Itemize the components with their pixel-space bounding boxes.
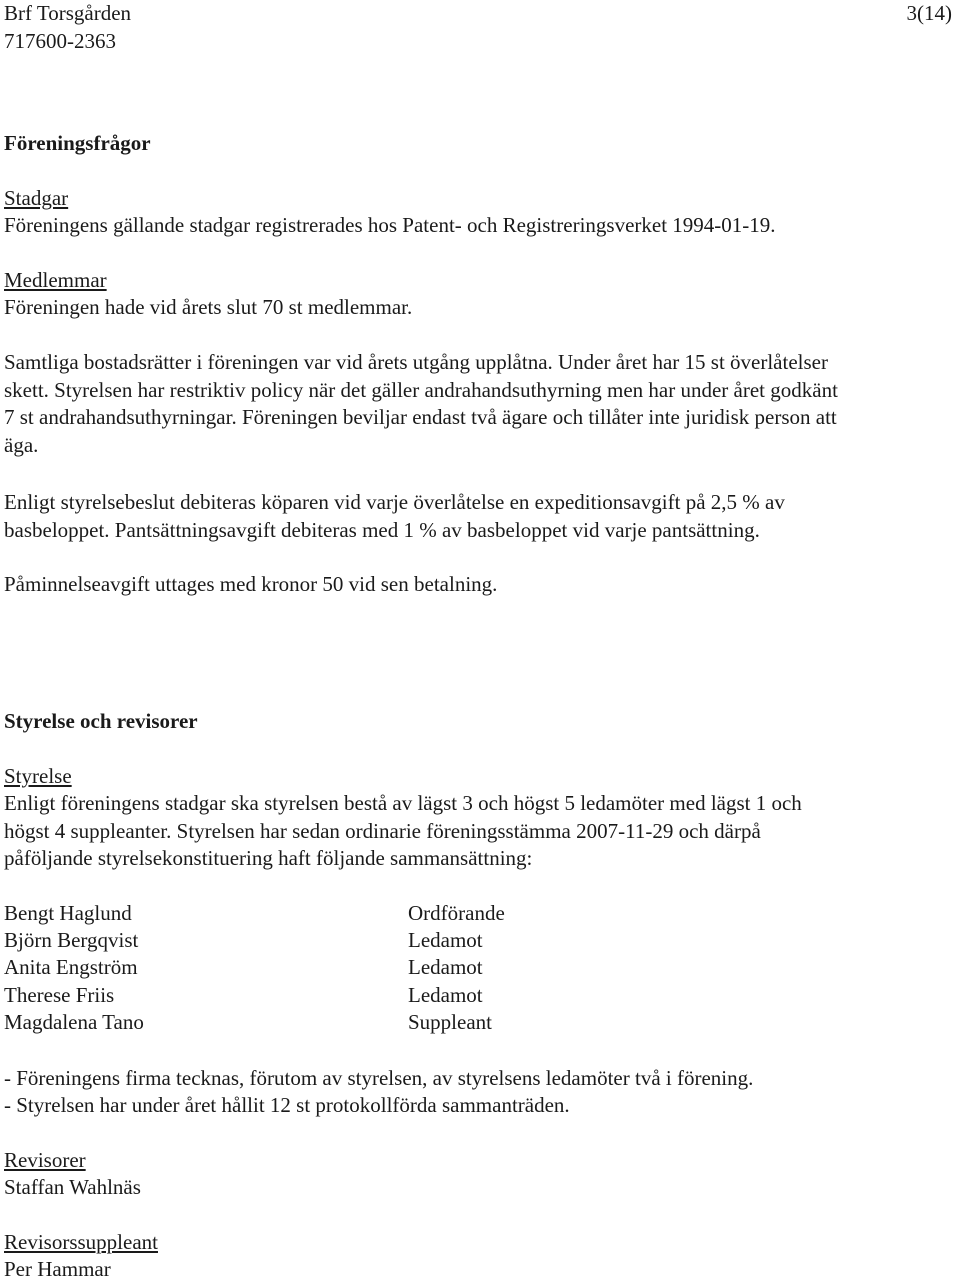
page-header-left [4, 0, 131, 55]
revisor-name: Staffan Wahlnäs [4, 1175, 141, 1199]
board-member-name: Magdalena Tano [4, 1010, 144, 1034]
upplatelse-paragraph [4, 349, 952, 459]
paminnelse-text: Påminnelseavgift uttages med kronor 50 vid sen betalning. [4, 572, 498, 596]
avgifter-paragraph [4, 489, 952, 544]
board-member-name: Anita Engström [4, 955, 138, 979]
board-member-role: Ledamot [408, 928, 483, 952]
board-member-role: Suppleant [408, 1010, 492, 1034]
board-member-name: Björn Bergqvist [4, 928, 139, 952]
org-name: Brf Torsgården [4, 1, 132, 25]
board-member-name: Therese Friis [4, 983, 115, 1007]
styrelse-line-3: påföljande styrelsekonstituering haft följande sammansättning: [4, 846, 533, 870]
medlemmar-text: Föreningen hade vid årets slut 70 st medlemmar. [4, 295, 413, 319]
styrelse-heading: Styrelse [4, 764, 72, 788]
avgifter-line-1: Enligt styrelsebeslut debiteras köparen vid varje överlåtelse en expeditionsavgift på 2,5 % av [4, 490, 785, 514]
page-number: 3(14) [906, 1, 952, 25]
upplatelse-line-2: skett. Styrelsen har restriktiv policy när det gäller andrahandsuthyrning men har under året godkänt [4, 377, 838, 402]
revisorer-heading: Revisorer [4, 1148, 86, 1172]
revisorssuppleant-heading: Revisorssuppleant [4, 1230, 158, 1254]
board-member-name: Bengt Haglund [4, 901, 132, 925]
bullet-item-sammantraden: - Styrelsen har under året hållit 12 st protokollförda sammanträden. [4, 1093, 570, 1117]
section-title-foreningsfragor: Föreningsfrågor [4, 131, 151, 155]
bullet-item-firma: - Föreningens firma tecknas, förutom av styrelsen, av styrelsens ledamöter två i förening. [4, 1066, 754, 1090]
section-title-styrelse-revisorer: Styrelse och revisorer [4, 709, 198, 733]
stadgar-text: Föreningens gällande stadgar registrerades hos Patent- och Registreringsverket 1994-01-19. [4, 213, 776, 237]
styrelse-paragraph [4, 790, 952, 873]
upplatelse-line-4: äga. [4, 432, 39, 457]
upplatelse-line-3: 7 st andrahandsuthyrningar. Föreningen beviljar endast två ägare och tillåter inte juridisk person att [4, 405, 837, 429]
avgifter-line-2: basbeloppet. Pantsättningsavgift debiteras med 1 % av basbeloppet vid varje pantsättning. [4, 517, 760, 542]
medlemmar-heading: Medlemmar [4, 268, 107, 292]
revisorssuppleant-name: Per Hammar [4, 1257, 111, 1281]
board-member-role: Ordförande [408, 901, 505, 925]
stadgar-heading: Stadgar [4, 186, 69, 210]
org-number: 717600-2363 [4, 28, 116, 53]
upplatelse-line-1: Samtliga bostadsrätter i föreningen var vid årets utgång upplåtna. Under året har 15 st överlåtelser [4, 350, 828, 374]
styrelse-line-1: Enligt föreningens stadgar ska styrelsen bestå av lägst 3 och högst 5 ledamöter med lägst 1 och [4, 791, 802, 815]
board-member-role: Ledamot [408, 955, 483, 979]
styrelse-line-2: högst 4 suppleanter. Styrelsen har sedan ordinarie föreningsstämma 2007-11-29 och därpå [4, 818, 761, 843]
board-member-role: Ledamot [408, 983, 483, 1007]
